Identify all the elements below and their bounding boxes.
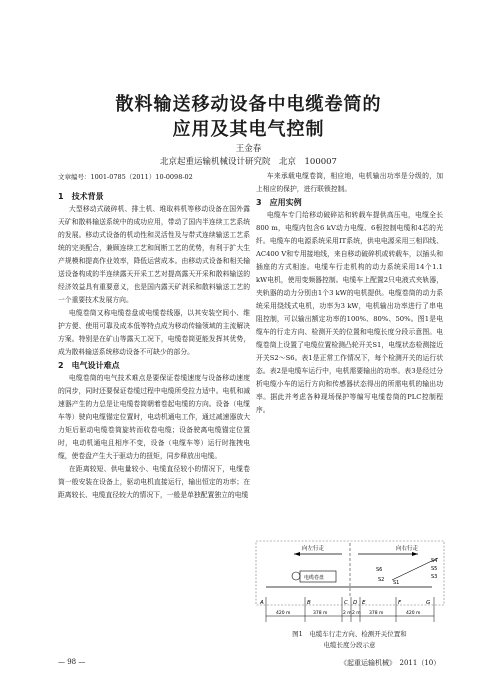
arrow-left-label: 向左行走 [302, 546, 325, 552]
page-number: — 98 — [58, 658, 86, 666]
figure-caption-line-2: 电缆长度分段示意 [323, 641, 376, 649]
right-column [256, 170, 443, 417]
section-2-paragraph-2: 在距离较短、供电量较小、电缆直径较小的情况下，电缆卷筒一般安装在设备上，驱动电机直接运行，输出恒定的功率；在距离较长、电缆直径较大的情况下，一般是单独配置独立的电缆 [58, 465, 250, 499]
switch-s2: S2 [378, 577, 385, 583]
point-b: B [307, 600, 311, 606]
section-1-paragraph-2: 电缆卷筒又称电缆卷盘或电缆卷线器，以其安装空间小、维护方便、使用可靠及成本低等特点成为移动传输领域的主流解决方案。特别是在矿山等露天工况下，电缆卷筒更能发挥其优势，成为散料输送系统移动设备不可缺少的部分。 [58, 309, 250, 356]
distance-bc: 378 m [313, 611, 328, 616]
point-e: E [362, 600, 366, 606]
distance-ef: 378 m [369, 611, 384, 616]
journal-footer: 《起重运输机械》 2011（10） [340, 659, 441, 667]
author-affiliation: 北京起重运输机械设计研究院 北京 100007 [160, 157, 337, 167]
cable-reel-label: 电缆卷盘 [304, 575, 325, 581]
distance-de: 2 m [352, 611, 361, 616]
title-line-2: 应用及其电气控制 [172, 119, 325, 140]
section-1-paragraph-1: 大型移动式破碎机、排土机、堆取料机等移动设备在国外露天矿和散料输送系统中的成功应用，带动了国内半连续工艺系统的发展。移动式设备的机动性和灵活性及与带式连续输送工艺系统的完美配合，兼顾连续工艺和间断工艺的优势，有利于扩大生产规模和提高作业效率，降低运营成本。由移动式设备和相关输送设备构成的半连续露天开采工艺对提高露天开采和散料输送的经济效益具有重要意义，也是国内露天矿剥采和散料输送工艺的一个重要技术发展方向。 [58, 205, 250, 304]
section-2-paragraph-1: 电缆卷筒的电气技术难点是要保证卷缆速度与设备移动速度的同步，同时还要保证卷缆过程中电缆所受拉力适中。电机和减速器产生的力总是让电缆卷筒朝着卷起电缆的方向。设备（电缆车等）驶向电缆锚定位置时，电动机通电工作，通过减速器放大力矩后驱动电缆卷筒旋转而收卷电缆；设备驶离电缆锚定位置时，电动机通电且相序不变，设备（电缆车等）运行时拖拽电缆，使卷盘产生大于驱动力的扭矩，同步释放出电缆。 [58, 374, 250, 460]
left-column [58, 190, 250, 502]
switch-s5: S5 [431, 566, 438, 572]
segment-distances [276, 610, 420, 616]
arrow-right-label: 向右行走 [396, 546, 419, 552]
point-g: G [426, 600, 431, 606]
switch-s4: S4 [431, 558, 438, 564]
distance-ab: 420 m [276, 611, 291, 616]
point-f: F [398, 600, 402, 606]
switch-s6: S6 [376, 567, 383, 573]
distance-cd: 2 m [343, 611, 352, 616]
figure-1-diagram [250, 540, 448, 625]
distance-fg: 420 m [406, 611, 421, 616]
section-3-title: 3 应用实例 [256, 198, 302, 207]
figure-caption-line-1: 图1 电缆车行走方向、检测开关位置和 [292, 630, 407, 638]
section-2-title: 2 电气设计难点 [58, 361, 120, 370]
section-1-title: 1 技术背景 [58, 192, 104, 201]
author-name: 王金春 [235, 144, 262, 154]
point-a: A [260, 600, 264, 606]
section-3-paragraph-1: 电缆车专门给移动破碎站和转载车提供高压电，电缆全长800 m，电缆内包含6 kV动力电缆、6根控制电缆和4芯的光纤。电缆车的电源系统采用IT系统，供电电源采用三相四线、AC400 V和专用接地线，来自移动破碎机或转载车，以插头和插座的方式相连。电缆车行走机构的动力系统采用14个1.1 kW电机，使用变频器控制。电缆车上配置2只电液式夹轨器，夹轨器的动力分别由1个3 kW的电机提供。电缆卷筒的动力系统采用绕线式电机，功率为3 kW，电机输出功率进行了串电阻控制，可以输出额定功率的100%、80%、50%。图1是电缆车的行走方向、检测开关的位置和电缆长度分段示意图。电缆卷筒上设置了电缆位置检测凸轮开关S1，电缆状态检测接近开关S2～S6。表1是正常工作情况下，每个检测开关的运行状态。表2是电缆车运行中，电机需要输出的功率。表3是经过分析电缆小车的运行方向和传感器状态得出的所需电机的输出功率。据此并考虑各种现场保护等编写电缆卷筒的PLC控制程序。 [256, 211, 443, 414]
title-line-1: 散料输送移动设备中电缆卷筒的 [115, 94, 382, 115]
right-paragraph-continued: 车来承载电缆卷筒，相应地，电机输出功率是分级的，加上相应的保护，进行联锁控制。 [256, 172, 443, 193]
point-c: C [344, 600, 348, 606]
switch-s1: S1 [393, 580, 400, 586]
figure-1-caption [256, 629, 443, 651]
switch-s3: S3 [431, 574, 438, 580]
point-d: D [353, 600, 358, 606]
article-number: 文章编号：1001-0785（2011）10-0098-02 [58, 173, 193, 181]
